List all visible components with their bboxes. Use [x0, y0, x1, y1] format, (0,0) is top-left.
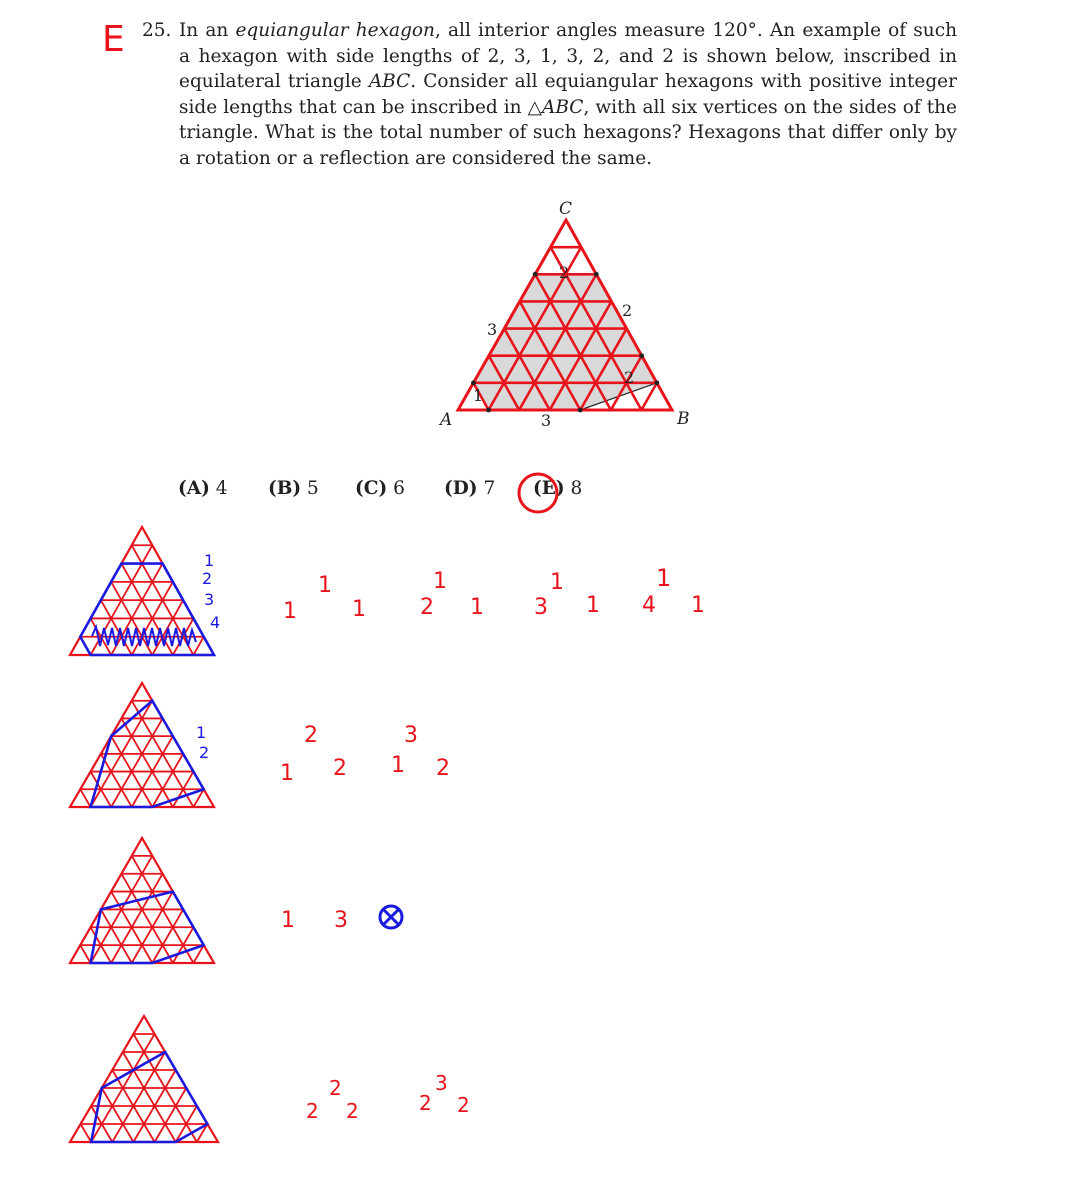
row1-count-8: 1	[550, 570, 564, 595]
choice-e: (E) 8	[533, 478, 583, 499]
note-side-2: 2	[202, 569, 213, 588]
problem-text-part-3: . Consider all equiangular hexagons with positive integer side lengths that can be inscribed in △	[179, 71, 957, 118]
row2-count-3: 2	[333, 756, 347, 781]
main-triangle-figure	[458, 220, 672, 412]
problem-text-part-4: , with all six vertices on the sides of the triangle. What is the total number of such hexagons? Hexagons that differ only by a rotation or a reflection are considered the same.	[179, 96, 957, 169]
row1-count-3: 1	[352, 597, 366, 622]
row1-count-4: 2	[420, 595, 434, 620]
grid-line	[121, 874, 172, 963]
hexagon-vertex-dot	[471, 380, 476, 385]
choice-a: (A) 4	[178, 478, 228, 499]
problem-text-part-1: In an	[179, 20, 236, 41]
hexagon-vertex-dot	[486, 408, 491, 413]
side-label-3: 1	[473, 386, 484, 405]
hexagon-vertex-dot	[639, 353, 644, 358]
choice-d: (D) 7	[444, 478, 496, 499]
crossed-out-mark	[380, 906, 402, 928]
side-label-2: 3	[487, 320, 498, 339]
grid-line	[80, 945, 90, 963]
row2-count-1: 1	[280, 761, 294, 786]
row1-count-11: 1	[656, 564, 672, 592]
row4-count-1: 2	[306, 1099, 319, 1123]
row2-side-2: 2	[199, 743, 210, 762]
row2-count-6: 2	[436, 756, 450, 781]
grid-line	[81, 1124, 92, 1142]
problem-term: equiangular hexagon	[235, 20, 435, 41]
row4-count-6: 2	[457, 1093, 470, 1117]
work-triangle-2	[70, 683, 214, 807]
row1-count-5: 1	[433, 569, 447, 594]
row2-count-4: 1	[391, 753, 405, 778]
side-label-4: 3	[541, 411, 552, 430]
row2-count-2: 2	[304, 723, 318, 748]
row3-count-2: 3	[334, 908, 348, 933]
problem-text-part-2: , all interior angles measure 120°. An example of such a hexagon with side lengths of 2, 3, 1, 3, 2, and 2 is shown below, inscribed in equilateral triangle	[179, 20, 957, 92]
row4-count-2: 2	[329, 1076, 342, 1100]
row1-count-7: 3	[534, 595, 548, 620]
side-label-6: 2	[622, 301, 633, 320]
row1-count-2: 1	[318, 573, 332, 598]
row1-count-1: 1	[283, 599, 297, 624]
grid-line	[111, 874, 162, 963]
row3-count-1: 1	[281, 908, 295, 933]
grid-line	[121, 718, 172, 807]
work-triangle-4	[70, 1016, 218, 1142]
row1-count-9: 1	[586, 593, 600, 618]
hexagon-vertex-dot	[594, 272, 599, 277]
vertex-label-a: A	[440, 410, 453, 430]
row1-count-10: 4	[642, 593, 656, 618]
row2-side-1: 1	[196, 723, 207, 742]
choice-b: (B) 5	[268, 478, 319, 499]
hexagon-vertex-dot	[533, 272, 538, 277]
side-label-5: 2	[624, 368, 635, 387]
grid-line	[80, 789, 90, 807]
row4-count-3: 2	[346, 1099, 359, 1123]
row1-count-12: 1	[691, 593, 705, 618]
row4-count-5: 3	[435, 1071, 448, 1095]
grid-line	[112, 1052, 165, 1142]
row4-count-4: 2	[419, 1091, 432, 1115]
row1-count-6: 1	[470, 595, 484, 620]
vertex-label-b: B	[677, 409, 690, 429]
hexagon-vertex-dot	[578, 408, 583, 413]
triangle-name: ABC	[368, 71, 411, 92]
choice-c: (C) 6	[355, 478, 405, 499]
side-label-1: 2	[559, 263, 570, 282]
vertex-label-c: C	[559, 199, 573, 219]
problem-number: 25.	[142, 20, 172, 41]
row2-count-5: 3	[404, 723, 418, 748]
triangle-name-2: ABC	[541, 96, 584, 118]
note-side-4: 4	[210, 613, 221, 632]
grid-line	[123, 1052, 176, 1142]
note-side-1: 1	[204, 551, 215, 570]
answer-circle-mark	[519, 474, 557, 512]
handwritten-answer-mark: E	[102, 19, 125, 60]
hexagon-vertex-dot	[654, 380, 659, 385]
work-triangle-3	[70, 838, 214, 963]
grid-line	[111, 718, 162, 807]
note-side-3: 3	[204, 590, 215, 609]
